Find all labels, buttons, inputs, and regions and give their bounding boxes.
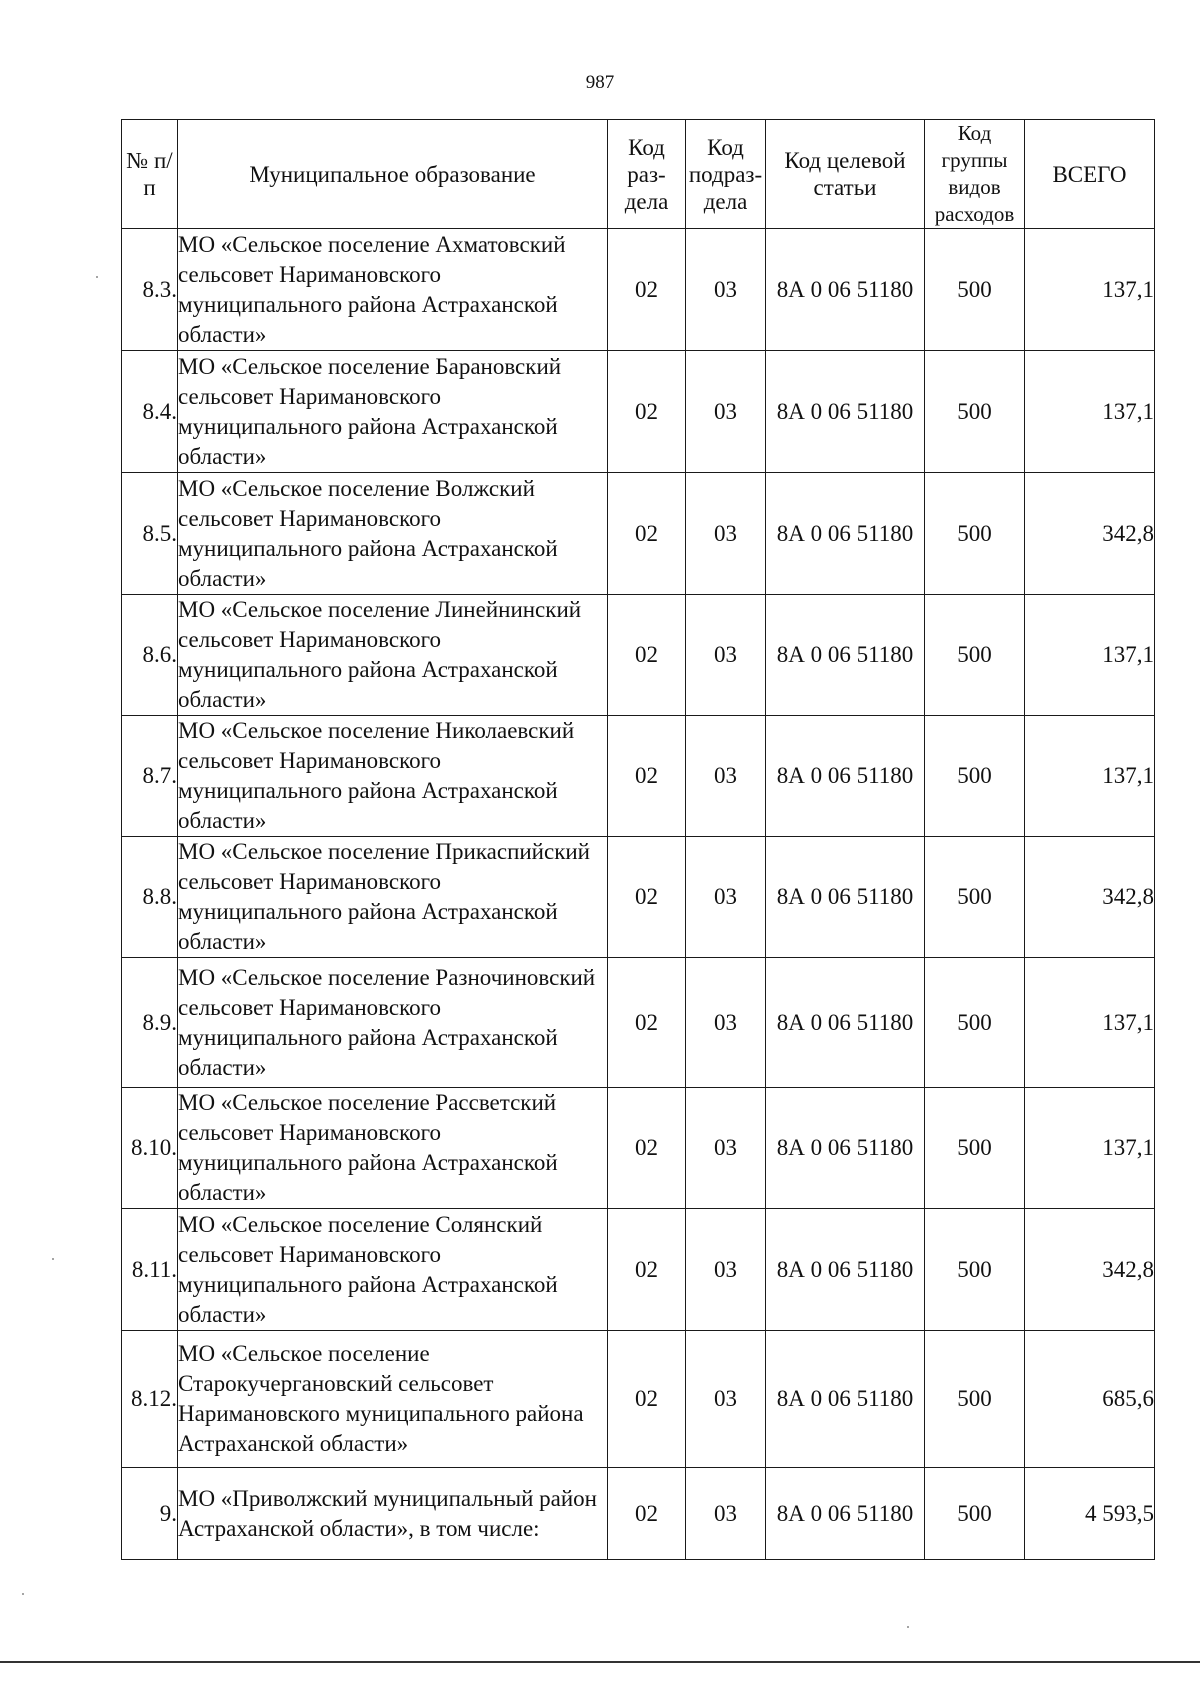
table-row: [122, 229, 1155, 351]
row-number: 8.10.: [122, 1088, 178, 1209]
row-target-code: 8А 0 06 51180: [766, 837, 925, 958]
row-expense-group-code: 500: [925, 958, 1025, 1088]
table-row: [122, 837, 1155, 958]
header-name: Муниципальное образование: [178, 120, 608, 229]
row-total: 137,1: [1025, 716, 1155, 837]
row-section-code: 02: [608, 473, 686, 595]
row-section-code: 02: [608, 595, 686, 716]
table-row: [122, 595, 1155, 716]
table-row: [122, 351, 1155, 473]
row-target-code: 8А 0 06 51180: [766, 1088, 925, 1209]
row-total: 137,1: [1025, 595, 1155, 716]
row-total: 137,1: [1025, 229, 1155, 351]
row-number: 8.8.: [122, 837, 178, 958]
row-expense-group-code: 500: [925, 351, 1025, 473]
page-number: 987: [585, 72, 615, 93]
row-number: 9.: [122, 1468, 178, 1560]
row-subsection-code: 03: [686, 716, 766, 837]
row-target-code: 8А 0 06 51180: [766, 1331, 925, 1468]
row-expense-group-code: 500: [925, 595, 1025, 716]
row-number: 8.3.: [122, 229, 178, 351]
header-expense-group: Код группы видов расходов: [925, 120, 1025, 229]
row-section-code: 02: [608, 1331, 686, 1468]
row-expense-group-code: 500: [925, 1331, 1025, 1468]
row-section-code: 02: [608, 958, 686, 1088]
row-total: 137,1: [1025, 351, 1155, 473]
scan-speck: [22, 1593, 24, 1595]
row-subsection-code: 03: [686, 1209, 766, 1331]
header-target: Код целевой статьи: [766, 120, 925, 229]
row-subsection-code: 03: [686, 351, 766, 473]
row-expense-group-code: 500: [925, 1088, 1025, 1209]
row-subsection-code: 03: [686, 837, 766, 958]
budget-table: [121, 119, 1155, 1560]
row-total: 342,8: [1025, 473, 1155, 595]
scan-speck: [96, 276, 98, 278]
row-target-code: 8А 0 06 51180: [766, 716, 925, 837]
row-target-code: 8А 0 06 51180: [766, 1468, 925, 1560]
header-section: Код раз-дела: [608, 120, 686, 229]
table-row: [122, 1331, 1155, 1468]
scan-speck: [907, 1626, 909, 1628]
row-target-code: 8А 0 06 51180: [766, 595, 925, 716]
bottom-rule: [0, 1661, 1200, 1663]
row-subsection-code: 03: [686, 1331, 766, 1468]
row-number: 8.6.: [122, 595, 178, 716]
row-total: 4 593,5: [1025, 1468, 1155, 1560]
table-row: [122, 1088, 1155, 1209]
row-section-code: 02: [608, 1209, 686, 1331]
row-expense-group-code: 500: [925, 229, 1025, 351]
row-number: 8.12.: [122, 1331, 178, 1468]
header-row: [122, 120, 1155, 229]
scan-speck: [52, 1258, 54, 1260]
table-row: [122, 958, 1155, 1088]
row-target-code: 8А 0 06 51180: [766, 1209, 925, 1331]
header-subsection: Код подраз-дела: [686, 120, 766, 229]
row-subsection-code: 03: [686, 595, 766, 716]
row-target-code: 8А 0 06 51180: [766, 351, 925, 473]
row-number: 8.9.: [122, 958, 178, 1088]
row-section-code: 02: [608, 1468, 686, 1560]
row-number: 8.11.: [122, 1209, 178, 1331]
row-subsection-code: 03: [686, 1088, 766, 1209]
row-subsection-code: 03: [686, 958, 766, 1088]
header-num: № п/п: [122, 120, 178, 229]
row-section-code: 02: [608, 229, 686, 351]
row-section-code: 02: [608, 351, 686, 473]
row-total: 137,1: [1025, 1088, 1155, 1209]
table-row: [122, 473, 1155, 595]
row-total: 137,1: [1025, 958, 1155, 1088]
row-municipality: МО «Сельское поселение Старокучергановский сельсовет Наримановского муниципального района Астраханской области»: [178, 1331, 608, 1468]
row-subsection-code: 03: [686, 1468, 766, 1560]
row-section-code: 02: [608, 716, 686, 837]
row-municipality: МО «Сельское поселение Барановский сельсовет Наримановского муниципального района Астраханской области»: [178, 351, 608, 473]
row-municipality: МО «Приволжский муниципальный район Астраханской области», в том числе:: [178, 1468, 608, 1560]
row-number: 8.7.: [122, 716, 178, 837]
row-target-code: 8А 0 06 51180: [766, 958, 925, 1088]
row-municipality: МО «Сельское поселение Линейнинский сельсовет Наримановского муниципального района Астраханской области»: [178, 595, 608, 716]
row-expense-group-code: 500: [925, 1468, 1025, 1560]
row-expense-group-code: 500: [925, 473, 1025, 595]
row-municipality: МО «Сельское поселение Рассветский сельсовет Наримановского муниципального района Астраханской области»: [178, 1088, 608, 1209]
row-section-code: 02: [608, 837, 686, 958]
header-total: ВСЕГО: [1025, 120, 1155, 229]
row-number: 8.5.: [122, 473, 178, 595]
row-expense-group-code: 500: [925, 837, 1025, 958]
row-total: 342,8: [1025, 1209, 1155, 1331]
table-row: [122, 1468, 1155, 1560]
table-row: [122, 716, 1155, 837]
row-municipality: МО «Сельское поселение Прикаспийский сельсовет Наримановского муниципального района Астраханской области»: [178, 837, 608, 958]
row-number: 8.4.: [122, 351, 178, 473]
row-total: 685,6: [1025, 1331, 1155, 1468]
row-target-code: 8А 0 06 51180: [766, 473, 925, 595]
row-municipality: МО «Сельское поселение Ахматовский сельсовет Наримановского муниципального района Астраханской области»: [178, 229, 608, 351]
row-municipality: МО «Сельское поселение Разночиновский сельсовет Наримановского муниципального района Астраханской области»: [178, 958, 608, 1088]
row-expense-group-code: 500: [925, 1209, 1025, 1331]
row-municipality: МО «Сельское поселение Волжский сельсовет Наримановского муниципального района Астраханской области»: [178, 473, 608, 595]
table-row: [122, 1209, 1155, 1331]
row-subsection-code: 03: [686, 473, 766, 595]
row-section-code: 02: [608, 1088, 686, 1209]
row-municipality: МО «Сельское поселение Николаевский сельсовет Наримановского муниципального района Астраханской области»: [178, 716, 608, 837]
row-target-code: 8А 0 06 51180: [766, 229, 925, 351]
row-total: 342,8: [1025, 837, 1155, 958]
row-municipality: МО «Сельское поселение Солянский сельсовет Наримановского муниципального района Астраханской области»: [178, 1209, 608, 1331]
row-subsection-code: 03: [686, 229, 766, 351]
row-expense-group-code: 500: [925, 716, 1025, 837]
